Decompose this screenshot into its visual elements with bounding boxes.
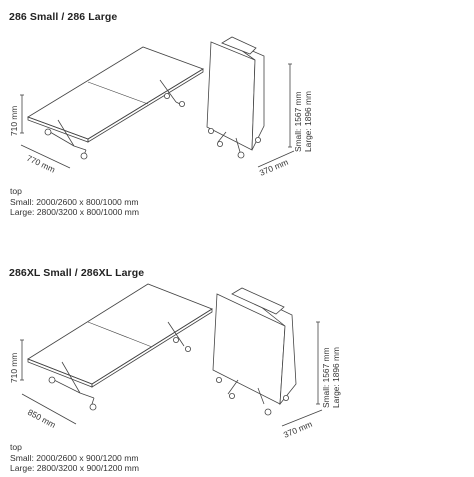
top-large-spec: Large: 2800/3200 x 800/1000 mm bbox=[10, 207, 139, 218]
section-title: 286 Small / 286 Large bbox=[9, 11, 118, 23]
top-small-spec: Small: 2000/2600 x 900/1200 mm bbox=[10, 452, 139, 463]
open-table-drawing bbox=[20, 47, 203, 168]
folded-height-small-label: Small: 1567 mm bbox=[293, 91, 303, 152]
top-large-spec: Large: 2800/3200 x 900/1200 mm bbox=[10, 463, 139, 474]
open-table-xl-drawing bbox=[20, 284, 212, 424]
folded-table-xl-drawing bbox=[213, 288, 322, 426]
top-small-spec: Small: 2000/2600 x 800/1000 mm bbox=[10, 196, 139, 207]
folded-height-large-label: Large: 1896 mm bbox=[303, 91, 313, 152]
folded-depth-label: 370 mm bbox=[281, 418, 314, 440]
table-height-label: 710 mm bbox=[9, 105, 19, 136]
folded-table-drawing bbox=[207, 37, 294, 167]
top-label: top bbox=[10, 186, 22, 196]
table-depth-label: 770 mm bbox=[25, 152, 57, 175]
top-spec-block bbox=[10, 186, 139, 218]
table-depth-label: 850 mm bbox=[26, 406, 58, 430]
table-height-label: 710 mm bbox=[9, 352, 19, 383]
top-label: top bbox=[10, 442, 22, 452]
top-spec-block bbox=[10, 442, 139, 474]
folded-depth-label: 370 mm bbox=[257, 156, 290, 178]
folded-height-small-label: Small: 1567 mm bbox=[321, 347, 331, 408]
section-title: 286XL Small / 286XL Large bbox=[9, 267, 145, 279]
folded-height-large-label: Large: 1896 mm bbox=[331, 347, 341, 408]
